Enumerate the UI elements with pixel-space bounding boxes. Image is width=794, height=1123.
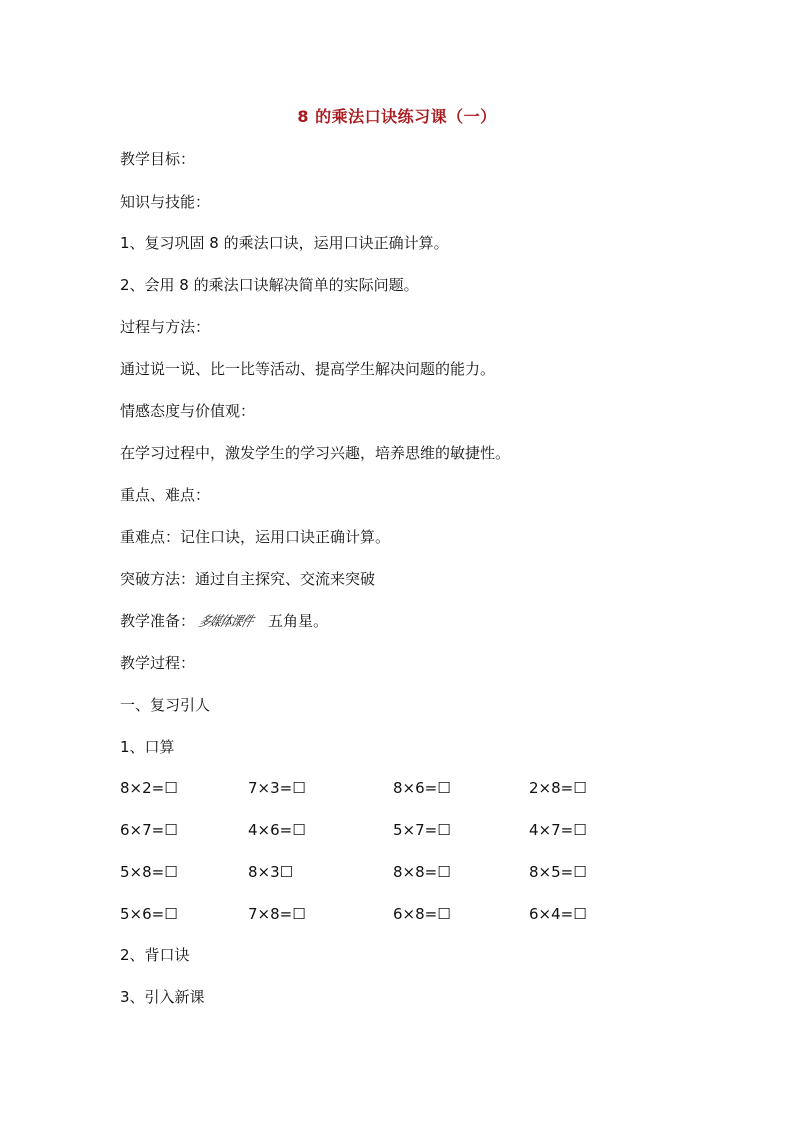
subsection-new-lesson: 3、引入新课 bbox=[120, 988, 205, 1006]
calc-item: 6×8=☐ bbox=[393, 905, 451, 923]
subsection-oral-calc: 1、口算 bbox=[120, 738, 175, 756]
heading-teaching-process: 教学过程： bbox=[120, 654, 196, 672]
calc-item: 4×6=☐ bbox=[248, 821, 306, 839]
calc-row bbox=[120, 862, 680, 882]
goal-item-2: 2、会用 8 的乘法口诀解决简单的实际问题。 bbox=[120, 276, 419, 294]
process-text: 通过说一说、比一比等活动、提高学生解决问题的能力。 bbox=[120, 360, 496, 378]
heading-teaching-goals: 教学目标： bbox=[120, 150, 196, 168]
heading-key-points: 重点、难点： bbox=[120, 486, 211, 504]
calc-item: 8×3☐ bbox=[248, 863, 294, 881]
calc-item: 7×8=☐ bbox=[248, 905, 306, 923]
document-title: 8 的乘法口诀练习课（一） bbox=[297, 107, 497, 126]
calc-item: 8×2=☐ bbox=[120, 779, 178, 797]
preparation-rest: 五角星。 bbox=[268, 612, 329, 630]
calc-row bbox=[120, 904, 680, 924]
attitude-text: 在学习过程中，激发学生的学习兴趣，培养思维的敏捷性。 bbox=[120, 444, 511, 462]
heading-knowledge-skills: 知识与技能： bbox=[120, 193, 211, 211]
goal-item-1: 1、复习巩固 8 的乘法口诀，运用口诀正确计算。 bbox=[120, 234, 449, 252]
preparation-scribble: 多媒体课件 bbox=[196, 614, 255, 630]
calc-item: 4×7=☐ bbox=[529, 821, 587, 839]
calc-item: 6×4=☐ bbox=[529, 905, 587, 923]
breakthrough-text: 突破方法：通过自主探究、交流来突破 bbox=[120, 570, 376, 588]
preparation-label: 教学准备： bbox=[120, 612, 196, 630]
calc-item: 6×7=☐ bbox=[120, 821, 178, 839]
calc-item: 7×3=☐ bbox=[248, 779, 306, 797]
heading-process-methods: 过程与方法： bbox=[120, 318, 211, 336]
calc-item: 8×8=☐ bbox=[393, 863, 451, 881]
calc-item: 5×8=☐ bbox=[120, 863, 178, 881]
heading-attitude-values: 情感态度与价值观： bbox=[120, 402, 256, 420]
section-review: 一、复习引人 bbox=[120, 696, 211, 714]
calc-row bbox=[120, 778, 680, 798]
calc-item: 5×7=☐ bbox=[393, 821, 451, 839]
calc-item: 8×6=☐ bbox=[393, 779, 451, 797]
key-points-text: 重难点：记住口诀，运用口诀正确计算。 bbox=[120, 528, 391, 546]
calc-item: 2×8=☐ bbox=[529, 779, 587, 797]
calc-item: 8×5=☐ bbox=[529, 863, 587, 881]
teaching-preparation bbox=[120, 611, 328, 632]
calc-item: 5×6=☐ bbox=[120, 905, 178, 923]
calc-row bbox=[120, 820, 680, 840]
subsection-recite: 2、背口诀 bbox=[120, 946, 190, 964]
